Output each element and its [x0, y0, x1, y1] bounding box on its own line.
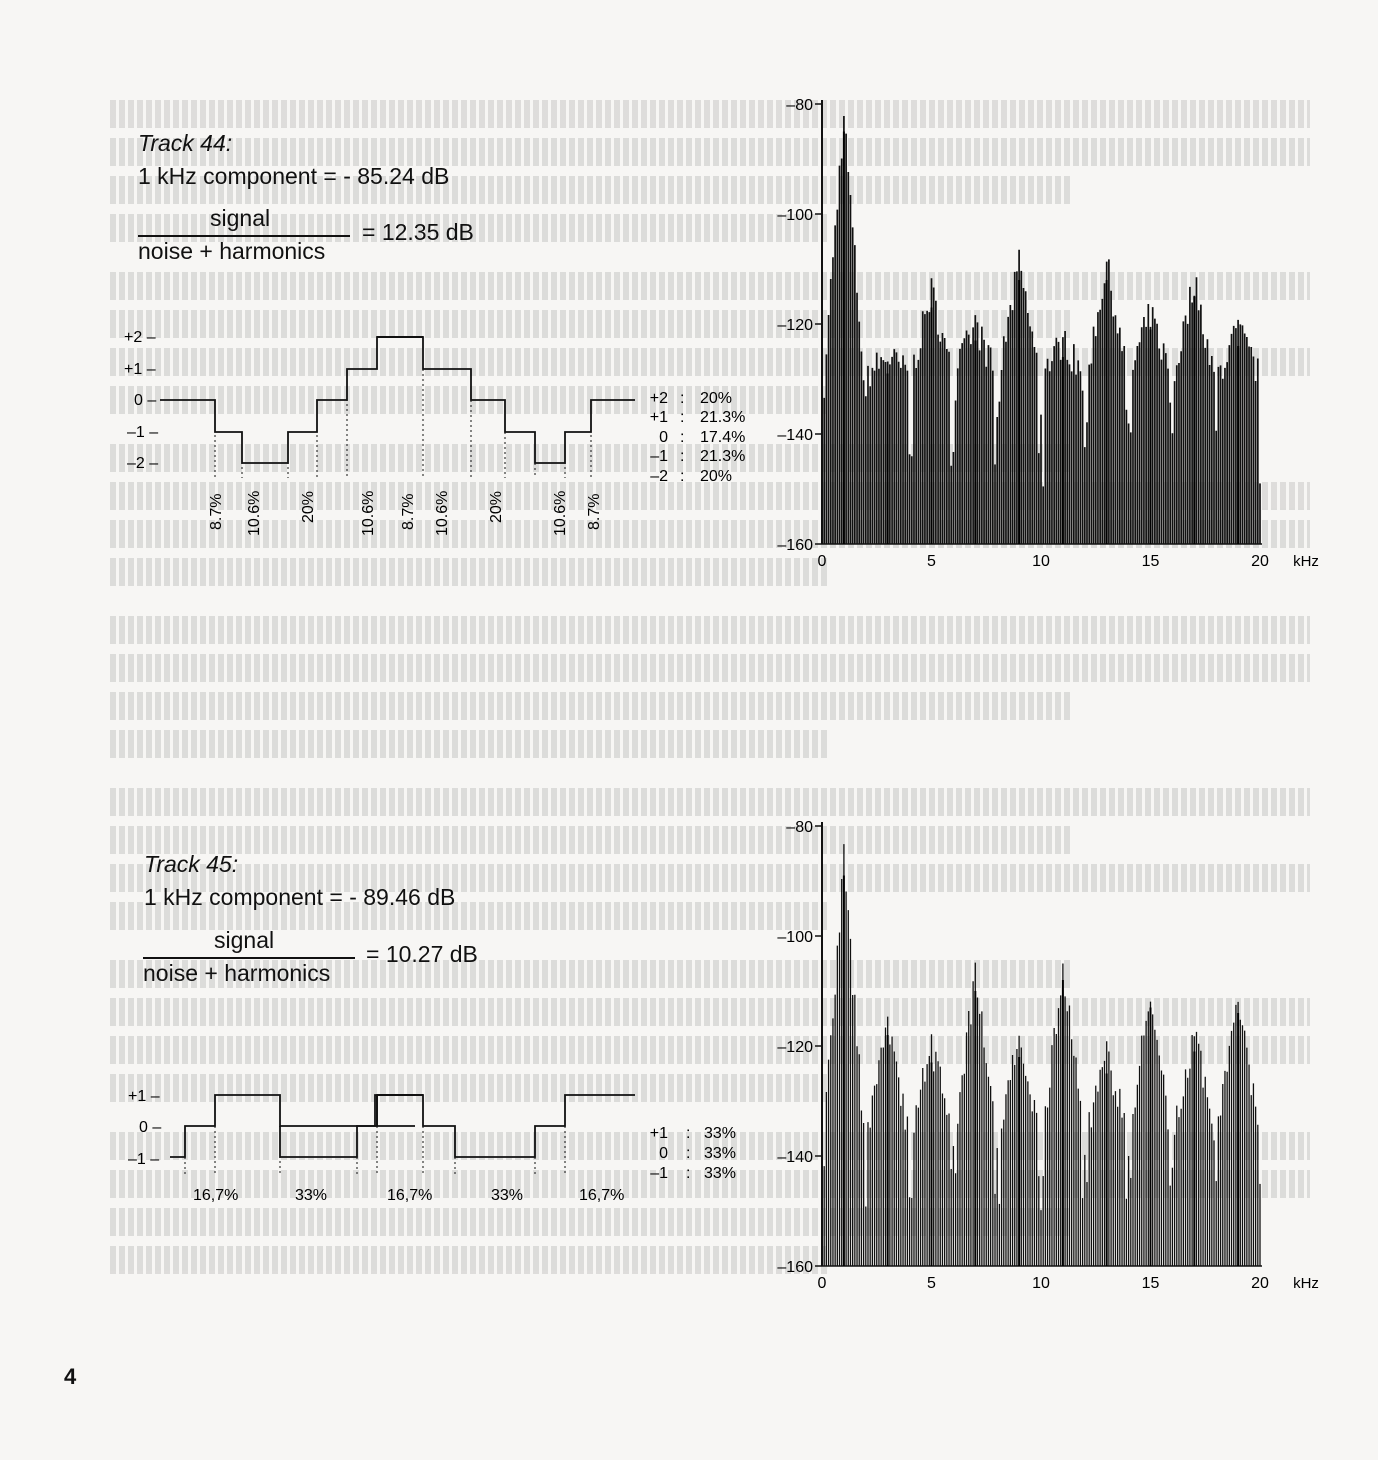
track45-waveform — [115, 1080, 635, 1210]
track44-waveform-steps — [377, 337, 635, 463]
track45-level-label: 0 – — [139, 1119, 162, 1136]
x-tick-label: 5 — [927, 1275, 936, 1292]
track45-title: Track 45: — [144, 851, 239, 877]
x-tick-label: 15 — [1141, 1275, 1160, 1292]
pct-label: –1 — [650, 448, 668, 465]
pct-label: +1 — [649, 409, 668, 426]
track45-dashed-markers — [185, 1126, 565, 1175]
pct-sep: : — [680, 448, 685, 465]
pct-label: 0 — [659, 429, 668, 446]
x-tick-label: 10 — [1032, 553, 1050, 570]
pct-value: 20% — [700, 390, 733, 407]
pct-value: 21.3% — [700, 448, 746, 465]
pct-value: 17.4% — [700, 429, 746, 446]
track45-ratio-value: = 10.27 dB — [366, 941, 478, 967]
y-tick-label: –100 — [777, 929, 813, 946]
track45-duration: 16,7% — [579, 1187, 625, 1204]
pct-value: 33% — [704, 1145, 737, 1162]
pct-sep: : — [680, 468, 685, 485]
y-tick-label: –160 — [777, 1259, 813, 1276]
track44-ratio-value: = 12.35 dB — [362, 219, 474, 245]
pct-sep: : — [686, 1165, 691, 1182]
pct-label: 0 — [659, 1145, 668, 1162]
x-tick-label: 10 — [1032, 1275, 1050, 1292]
track45-fraction-line — [143, 957, 355, 959]
track45-duration: 33% — [491, 1187, 524, 1204]
track44-component: 1 kHz component = - 85.24 dB — [138, 163, 450, 189]
x-axis-label: kHz — [1293, 553, 1319, 570]
track45-level-label: +1 – — [128, 1088, 160, 1105]
track45-ratio-denominator: noise + harmonics — [143, 960, 331, 986]
track45-duration: 33% — [295, 1187, 328, 1204]
y-tick-label: –140 — [777, 1149, 813, 1166]
track45-level-labels — [128, 1088, 161, 1168]
track44-duration: 8.7% — [586, 493, 603, 530]
pct-sep: : — [686, 1145, 691, 1162]
pct-sep: : — [680, 409, 685, 426]
track44-level-pct-rows — [650, 390, 746, 485]
track44-step-signal — [160, 337, 423, 463]
x-tick-label: 5 — [927, 553, 936, 570]
pct-sep: : — [686, 1125, 691, 1142]
pct-value: 33% — [704, 1165, 737, 1182]
track44-duration: 10.6% — [434, 490, 451, 536]
track45-duration: 16,7% — [387, 1187, 433, 1204]
track44-spectrum-chart — [760, 92, 1340, 572]
pct-value: 20% — [700, 468, 733, 485]
track45-level-pct-rows — [650, 1125, 736, 1182]
track44-level-labels — [124, 329, 158, 472]
x-tick-label: 0 — [817, 1275, 827, 1292]
track44-duration: 10.6% — [552, 490, 569, 536]
track44-level-label: +1 – — [124, 361, 156, 378]
pct-value: 21.3% — [700, 409, 746, 426]
track45-spectrum-chart — [760, 814, 1340, 1294]
y-tick-label: –80 — [786, 97, 813, 114]
x-tick-label: 15 — [1141, 553, 1160, 570]
track44-level-label: +2 – — [124, 329, 156, 346]
track45-component: 1 kHz component = - 89.46 dB — [144, 884, 456, 910]
track45-step-signal — [170, 1095, 415, 1157]
y-tick-label: –140 — [777, 427, 813, 444]
pct-label: +1 — [649, 1125, 668, 1142]
track44-title: Track 44: — [138, 130, 233, 156]
track44-duration: 8.7% — [400, 493, 417, 530]
y-tick-label: –160 — [777, 537, 813, 554]
track44-fraction-line — [138, 235, 350, 237]
track44-duration-labels — [208, 491, 603, 536]
pct-label: –1 — [650, 1165, 668, 1182]
track44-level-pct-table — [640, 386, 770, 491]
y-tick-label: –100 — [777, 207, 813, 224]
track44-waveform — [115, 318, 635, 543]
x-axis-label: kHz — [1293, 1275, 1319, 1292]
track44-duration: 20% — [300, 490, 317, 523]
track44-level-label: –1 – — [127, 424, 159, 441]
track44-ratio-numerator: signal — [210, 205, 271, 231]
track45-level-pct-table — [640, 1120, 770, 1186]
track45-waveform-steps — [377, 1095, 635, 1157]
y-tick-label: –120 — [777, 1039, 813, 1056]
track44-duration: 8.7% — [208, 493, 225, 530]
track45-duration-labels — [193, 1187, 624, 1204]
page-number: 4 — [64, 1364, 77, 1389]
track44-ratio-denominator: noise + harmonics — [138, 238, 326, 264]
y-tick-label: –120 — [777, 317, 813, 334]
track45-ratio-numerator: signal — [214, 927, 275, 953]
track44-duration: 10.6% — [360, 490, 377, 536]
pct-sep: : — [680, 390, 685, 407]
track44-duration: 10.6% — [246, 490, 263, 536]
pct-sep: : — [680, 429, 685, 446]
track45-level-label: –1 – — [128, 1151, 160, 1168]
x-tick-label: 0 — [817, 553, 827, 570]
pct-value: 33% — [704, 1125, 737, 1142]
x-tick-label: 20 — [1251, 1275, 1269, 1292]
x-tick-label: 20 — [1251, 553, 1269, 570]
track44-duration: 20% — [488, 490, 505, 523]
y-tick-label: –80 — [786, 819, 813, 836]
track44-level-label: 0 – — [134, 392, 157, 409]
pct-label: –2 — [650, 468, 668, 485]
pct-label: +2 — [649, 390, 668, 407]
track44-level-label: –2 – — [127, 455, 159, 472]
track45-duration: 16,7% — [193, 1187, 239, 1204]
